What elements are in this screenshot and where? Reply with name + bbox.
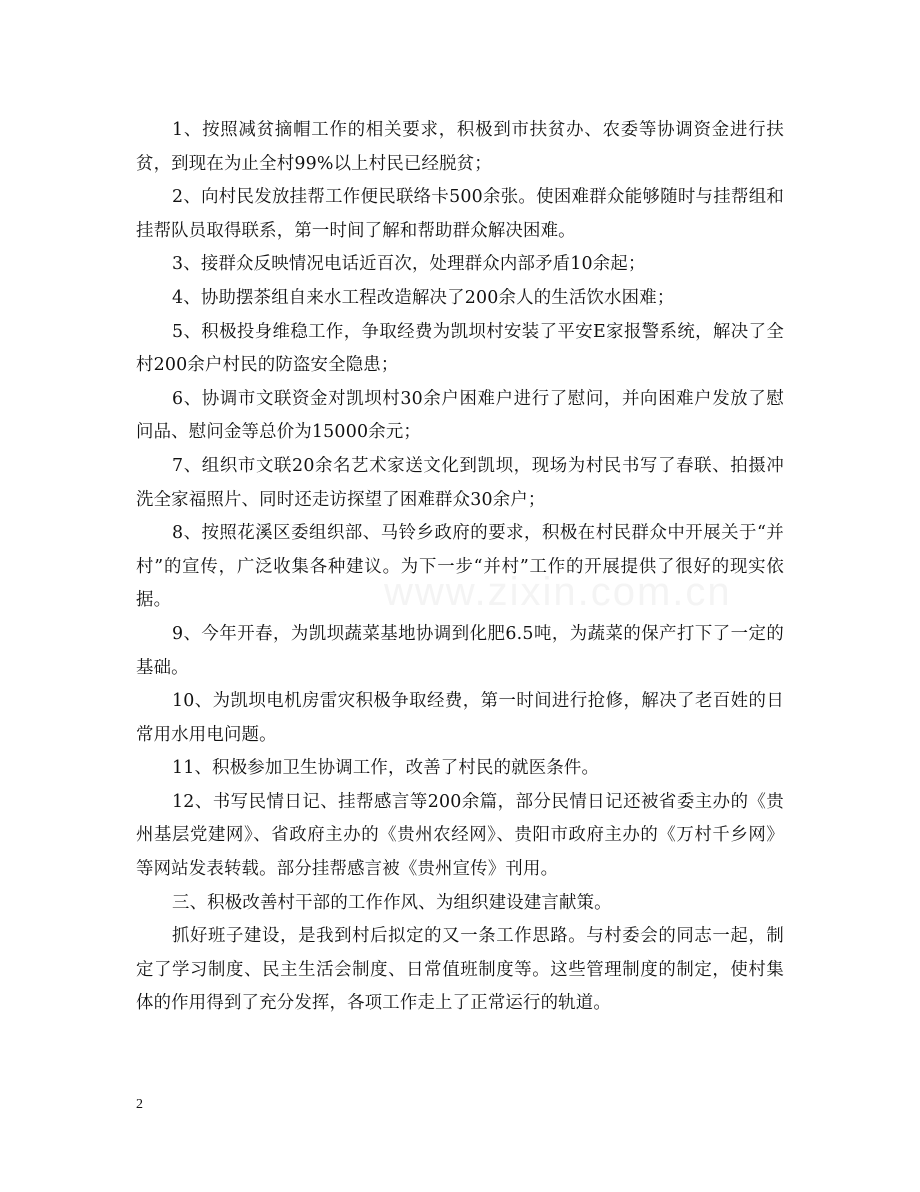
paragraph-12: 12、书写民情日记、挂帮感言等200余篇，部分民情日记还被省委主办的《贵州基层党建网》、省政府主办的《贵州农经网》、贵阳市政府主办的《万村千乡网》等网站发表转载。部分挂帮感言被《贵州宣传》刊用。 [136, 791, 784, 880]
paragraph-1: 1、按照减贫摘帽工作的相关要求，积极到市扶贫办、农委等协调资金进行扶贫，到现在为止全村99%以上村民已经脱贫； [136, 120, 784, 174]
paragraph-9: 9、今年开春，为凯坝蔬菜基地协调到化肥6.5吨，为蔬菜的保产打下了一定的基础。 [136, 623, 784, 678]
section-heading-3: 三、积极改善村干部的工作作风、为组织建设建言献策。 [172, 892, 612, 913]
paragraph-3: 3、接群众反映情况电话近百次，处理群众内部矛盾10余起； [172, 254, 646, 275]
page-number: 2 [136, 1097, 143, 1112]
paragraph-6: 6、协调市文联资金对凯坝村30余户困难户进行了慰问，并向困难户发放了慰问品、慰问金等总价为15000余元； [136, 388, 784, 443]
paragraph-4: 4、协助摆茶组自来水工程改造解决了200余人的生活饮水困难； [172, 287, 675, 308]
paragraph-2: 2、向村民发放挂帮工作便民联络卡500余张。使困难群众能够随时与挂帮组和挂帮队员取得联系，第一时间了解和帮助群众解决困难。 [136, 187, 784, 241]
document-body [136, 114, 784, 1021]
paragraph-7: 7、组织市文联20余名艺术家送文化到凯坝，现场为村民书写了春联、拍摄冲洗全家福照片、同时还走访探望了困难群众30余户； [136, 455, 784, 510]
paragraph-8: 8、按照花溪区委组织部、马铃乡政府的要求，积极在村民群众中开展关于“并村”的宣传，广泛收集各种建议。为下一步“并村”工作的开展提供了很好的现实依据。 [136, 523, 784, 611]
paragraph-5: 5、积极投身维稳工作，争取经费为凯坝村安装了平安E家报警系统，解决了全村200余户村民的防盗安全隐患； [136, 321, 784, 376]
watermark: www.zixin.com.cn [384, 570, 732, 614]
paragraph-11: 11、积极参加卫生协调工作，改善了村民的就医条件。 [172, 758, 600, 779]
paragraph-10: 10、为凯坝电机房雷灾积极争取经费，第一时间进行抢修，解决了老百姓的日常用水用电问题。 [136, 691, 784, 745]
paragraph-closing: 抓好班子建设，是我到村后拟定的又一条工作思路。与村委会的同志一起，制定了学习制度、民主生活会制度、日常值班制度等。这些管理制度的制定，使村集体的作用得到了充分发挥，各项工作走上了正常运行的轨道。 [136, 926, 784, 1014]
